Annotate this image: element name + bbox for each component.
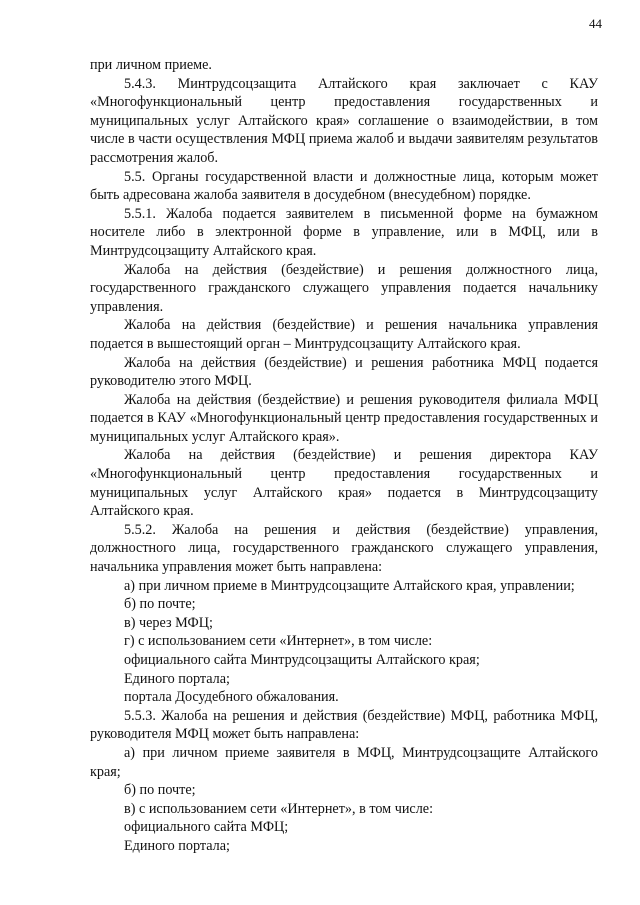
paragraph: а) при личном приеме в Минтрудсоцзащите Алтайского края, управлении; — [124, 577, 575, 594]
paragraph: 5.5. Органы государственной власти и должностные лица, которым может быть адресована жалоба заявителя в досудебном (внесудебном) порядке. — [90, 168, 598, 204]
paragraph: официального сайта МФЦ; — [124, 819, 289, 836]
page-number: 44 — [589, 16, 602, 31]
paragraph: Жалоба на действия (бездействие) и решения должностного лица, государственного гражданского служащего управления подается начальнику управления. — [90, 261, 598, 315]
paragraph: б) по почте; — [124, 596, 196, 613]
paragraph: 5.4.3. Минтрудсоцзащита Алтайского края заключает с КАУ «Многофункциональный центр предоставления государственных и муниципальных услуг Алтайского края» соглашение о взаимодействии, в том числе в части осуществления МФЦ приема жалоб и выдачи заявителям результатов рассмотрения жалоб. — [90, 75, 598, 166]
paragraph: 5.5.3. Жалоба на решения и действия (бездействие) МФЦ, работника МФЦ, руководителя МФЦ может быть направлена: — [90, 707, 598, 743]
paragraph: 5.5.1. Жалоба подается заявителем в письменной форме на бумажном носителе либо в электронной форме в управление, или в МФЦ, или в Минтрудсоцзащиту Алтайского края. — [90, 205, 598, 259]
paragraph: портала Досудебного обжалования. — [124, 689, 339, 706]
document-body — [90, 56, 598, 856]
paragraph: а) при личном приеме заявителя в МФЦ, Минтрудсоцзащите Алтайского края; — [90, 744, 598, 780]
paragraph: г) с использованием сети «Интернет», в том числе: — [124, 633, 433, 650]
paragraph: Единого портала; — [124, 837, 230, 854]
paragraph: Жалоба на действия (бездействие) и решения начальника управления подается в вышестоящий орган – Минтрудсоцзащиту Алтайского края. — [90, 317, 598, 352]
paragraph: Жалоба на действия (бездействие) и решения работника МФЦ подается руководителю этого МФЦ. — [90, 354, 598, 390]
paragraph: официального сайта Минтрудсоцзащиты Алтайского края; — [124, 652, 480, 668]
paragraph: при личном приеме. — [90, 57, 212, 73]
paragraph: Единого портала; — [124, 670, 230, 687]
paragraph: б) по почте; — [124, 782, 196, 799]
paragraph: в) через МФЦ; — [124, 614, 213, 631]
paragraph: Жалоба на действия (бездействие) и решения директора КАУ «Многофункциональный центр предоставления государственных и муниципальных услуг Алтайского края» подается в Минтрудсоцзащиту Алтайского края. — [90, 447, 598, 520]
paragraph: 5.5.2. Жалоба на решения и действия (бездействие) управления, должностного лица, государственного гражданского служащего управления, начальника управления может быть направлена: — [90, 521, 598, 576]
paragraph: в) с использованием сети «Интернет», в том числе: — [124, 800, 434, 817]
paragraph: Жалоба на действия (бездействие) и решения руководителя филиала МФЦ подается в КАУ «Многофункциональный центр предоставления государственных и муниципальных услуг Алтайского края». — [90, 391, 598, 445]
